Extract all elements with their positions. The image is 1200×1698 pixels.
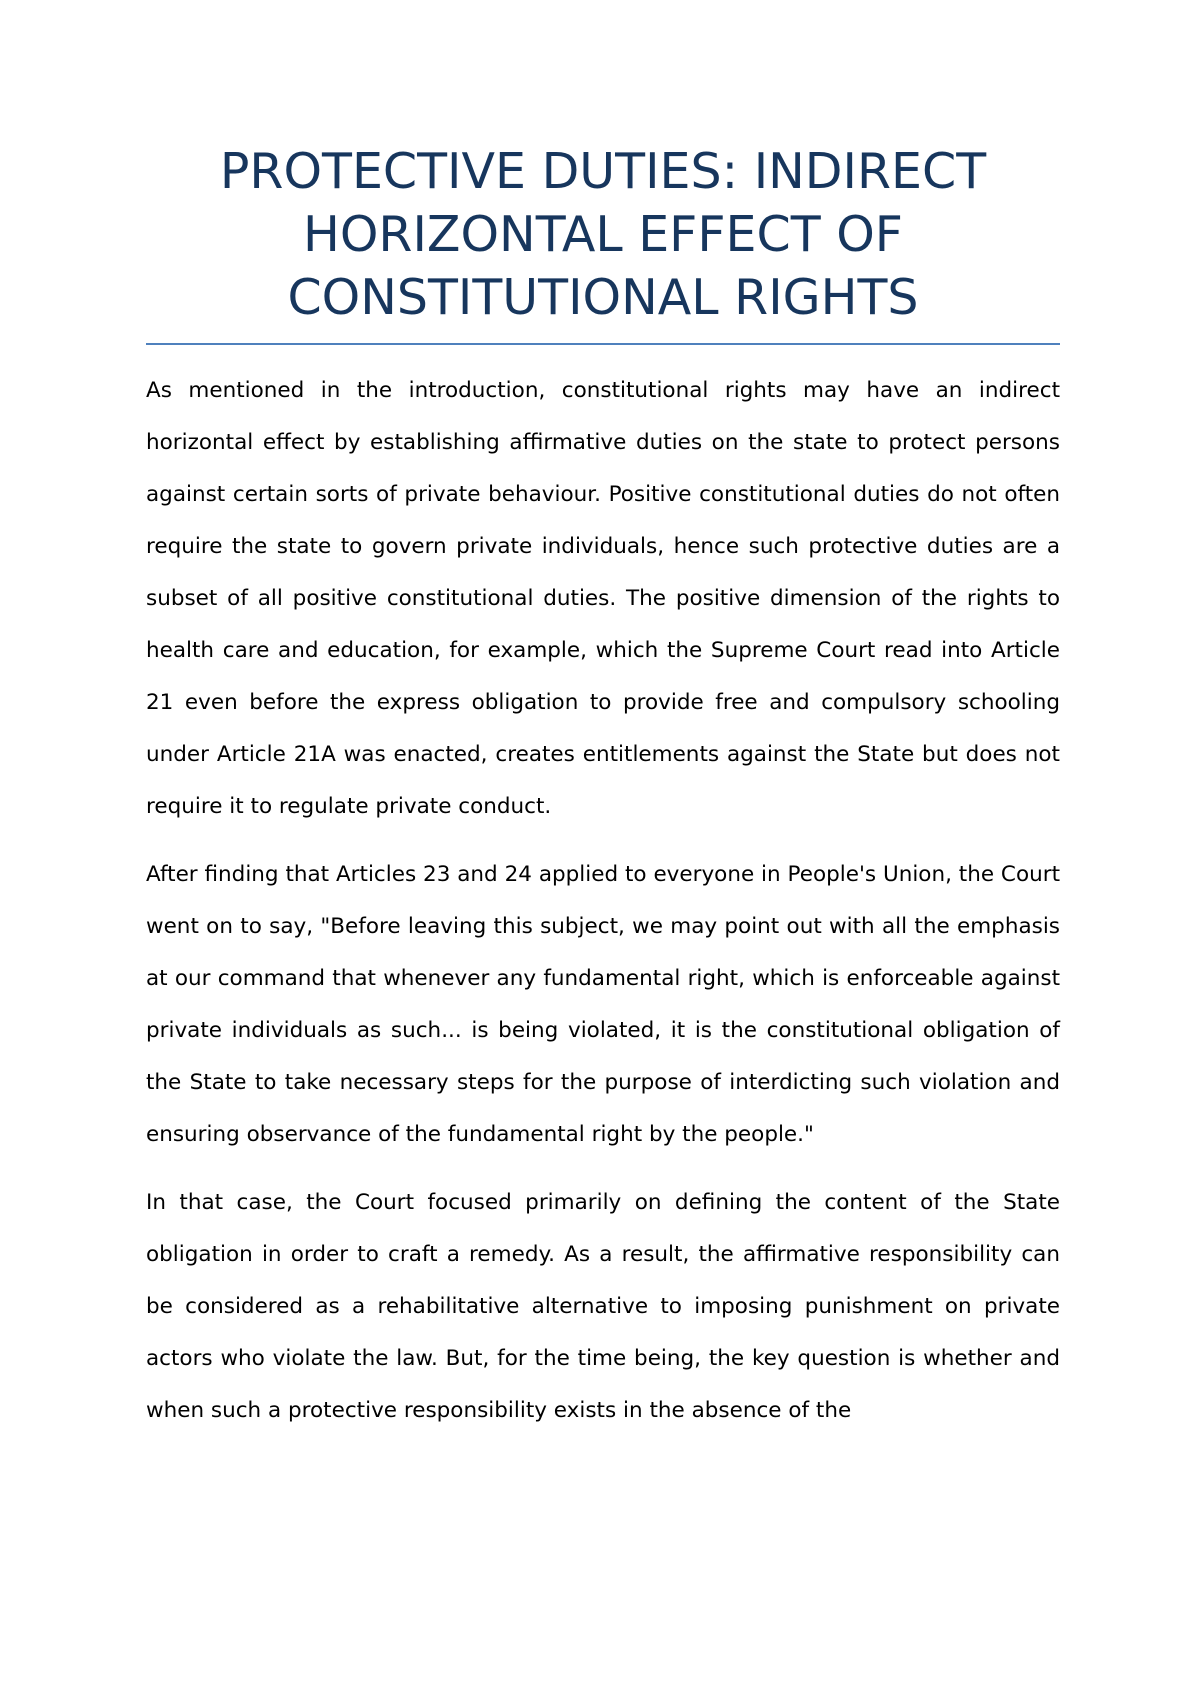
document-body <box>146 140 1060 1453</box>
paragraph-1: As mentioned in the introduction, constitutional rights may have an indirect horizontal effect by establishing affirmative duties on the state to protect persons against certain sorts of private behaviour. Positive constitutional duties do not often require the state to govern private individuals, hence such protective duties are a subset of all positive constitutional duties. The positive dimension of the rights to health care and education, for example, which the Supreme Court read into Article 21 even before the express obligation to provide free and compulsory schooling under Article 21A was enacted, creates entitlements against the State but does not require it to regulate private conduct. <box>146 378 1060 819</box>
paragraph-3: In that case, the Court focused primarily on defining the content of the State obligation in order to craft a remedy. As a result, the affirmative responsibility can be considered as a rehabilitative alternative to imposing punishment on private actors who violate the law. But, for the time being, the key question is whether and when such a protective responsibility exists in the absence of the <box>146 1190 1060 1423</box>
paragraph-2: After finding that Articles 23 and 24 applied to everyone in People's Union, the Court went on to say, "Before leaving this subject, we may point out with all the emphasis at our command that whenever any fundamental right, which is enforceable against private individuals as such... is being violated, it is the constitutional obligation of the State to take necessary steps for the purpose of interdicting such violation and ensuring observance of the fundamental right by the people." <box>146 862 1060 1147</box>
document-title: PROTECTIVE DUTIES: INDIRECT HORIZONTAL EFFECT OF CONSTITUTIONAL RIGHTS <box>219 143 987 326</box>
title-underline <box>146 343 1060 345</box>
